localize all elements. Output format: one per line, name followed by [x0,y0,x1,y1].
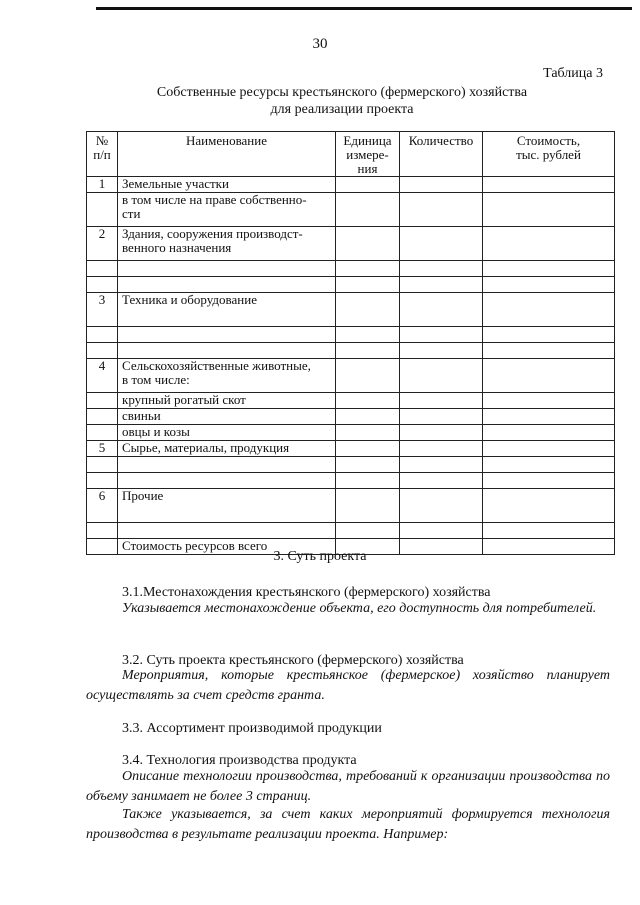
row-name [118,457,336,473]
section-3-4-text-1: Описание технологии производства, требований к организации производства по объему занимает не более 3 страниц. [86,769,610,804]
row-name-line: Земельные участки [122,176,229,191]
header-unit [336,132,400,177]
section-3-4-text-2: Также указывается, за счет каких мероприятий формируется технология производства в результате реализации проекта. Например: [86,807,610,842]
table-title-line: для реализации проекта [270,102,414,117]
row-unit [336,227,400,261]
row-unit [336,523,400,539]
section-3-3-title: 3.3. Ассортимент производимой продукции [122,721,382,736]
row-cost [483,441,615,457]
row-name-line: Сырье, материалы, продукция [122,440,290,455]
row-number [87,473,118,489]
row-quantity [400,441,483,457]
row-unit [336,425,400,441]
header-line: ния [357,161,378,176]
row-quantity [400,457,483,473]
row-name-line: Прочие [122,488,164,503]
row-quantity [400,523,483,539]
row-unit [336,261,400,277]
row-cost [483,261,615,277]
table-row [87,473,615,489]
row-unit [336,441,400,457]
row-number [87,343,118,359]
row-name-line: в том числе на праве собственно- [122,192,307,207]
table-title-line: Собственные ресурсы крестьянского (фермерского) хозяйства [156,85,528,100]
row-name-line: в том числе: [122,372,190,387]
row-quantity [400,293,483,327]
row-number [87,457,118,473]
page-number: 30 [312,36,328,52]
row-name-line: крупный рогатый скот [122,392,246,407]
row-quantity [400,393,483,409]
row-name [118,523,336,539]
section-3-1-title: 3.1.Местонахождения крестьянского (фермерского) хозяйства [122,585,491,600]
row-unit [336,327,400,343]
section-3-2-title: 3.2. Суть проекта крестьянского (фермерского) хозяйства [122,653,464,668]
row-number: 3 [87,293,118,327]
row-name-line: свиньи [122,408,161,423]
row-number: 5 [87,441,118,457]
row-name [118,293,336,327]
section-title: 3. Суть проекта [273,549,367,564]
row-cost [483,523,615,539]
table-row [87,457,615,473]
row-quantity [400,227,483,261]
row-unit [336,293,400,327]
table-header-row [87,132,615,177]
table-row [87,327,615,343]
table-row [87,261,615,277]
row-quantity [400,177,483,193]
row-unit [336,457,400,473]
row-name [118,177,336,193]
row-unit [336,489,400,523]
row-cost [483,457,615,473]
row-name [118,343,336,359]
header-cost [483,132,615,177]
row-cost [483,409,615,425]
row-cost [483,277,615,293]
row-quantity [400,261,483,277]
row-name [118,393,336,409]
row-name-line: Здания, сооружения производст- [122,226,303,241]
row-quantity [400,343,483,359]
resources-table [86,131,615,555]
row-quantity [400,359,483,393]
table-row [87,277,615,293]
row-cost [483,489,615,523]
row-name [118,193,336,227]
row-number: 2 [87,227,118,261]
row-cost [483,293,615,327]
row-name-line: Стоимость ресурсов всего [122,538,268,553]
row-cost [483,343,615,359]
row-name-line: Сельскохозяйственные животные, [122,358,311,373]
row-number [87,327,118,343]
table-row [87,523,615,539]
row-quantity [400,409,483,425]
table-row [87,293,615,327]
row-name-line: венного назначения [122,240,232,255]
row-number [87,193,118,227]
row-name [118,327,336,343]
row-unit [336,359,400,393]
table-row [87,177,615,193]
row-cost [483,227,615,261]
row-name-line: Техника и оборудование [122,292,257,307]
header-name [118,132,336,177]
header-quantity [400,132,483,177]
header-num [87,132,118,177]
header-line: тыс. рублей [516,147,581,162]
row-name [118,359,336,393]
row-cost [483,327,615,343]
row-name [118,425,336,441]
header-line: измере- [346,147,389,162]
row-unit [336,393,400,409]
section-3-4-title: 3.4. Технология производства продукта [122,753,357,768]
table-row [87,359,615,393]
row-name [118,409,336,425]
row-quantity [400,489,483,523]
top-rule [96,7,632,10]
table-row [87,425,615,441]
table-row [87,193,615,227]
table-body [87,177,615,555]
row-cost [483,193,615,227]
row-unit [336,343,400,359]
row-number: 6 [87,489,118,523]
table-row [87,489,615,523]
row-name [118,473,336,489]
row-cost [483,473,615,489]
row-quantity [400,193,483,227]
table-row [87,393,615,409]
header-line: Стоимость, [516,133,581,148]
header-line: п/п [93,147,111,162]
row-number [87,425,118,441]
row-unit [336,409,400,425]
row-quantity [400,327,483,343]
table-row [87,409,615,425]
row-number [87,277,118,293]
row-cost [483,425,615,441]
row-quantity [400,277,483,293]
header-line: Количество [408,133,474,148]
section-3-1-text: Указывается местонахождение объекта, его доступность для потребителей. [122,601,597,616]
row-name-line: овцы и козы [122,424,190,439]
table-row [87,343,615,359]
row-number [87,523,118,539]
row-name [118,277,336,293]
row-unit [336,473,400,489]
header-line: № [95,133,109,148]
row-cost [483,177,615,193]
row-name-line: сти [122,206,141,221]
header-line: Единица [343,133,392,148]
row-quantity [400,473,483,489]
row-unit [336,177,400,193]
row-name [118,441,336,457]
table-label: Таблица 3 [543,66,603,81]
row-number [87,261,118,277]
row-cost [483,359,615,393]
row-name [118,489,336,523]
row-unit [336,277,400,293]
row-cost [483,393,615,409]
table-title [80,84,604,118]
row-unit [336,193,400,227]
row-number: 4 [87,359,118,393]
table-row [87,227,615,261]
row-number: 1 [87,177,118,193]
row-number [87,409,118,425]
section-3-2-text: Мероприятия, которые крестьянское (фермерское) хозяйство планирует осуществлять за счет средств гранта. [86,668,610,703]
row-number [87,393,118,409]
header-line: Наименование [186,133,267,148]
row-name [118,227,336,261]
table-row [87,441,615,457]
row-quantity [400,425,483,441]
row-name [118,261,336,277]
